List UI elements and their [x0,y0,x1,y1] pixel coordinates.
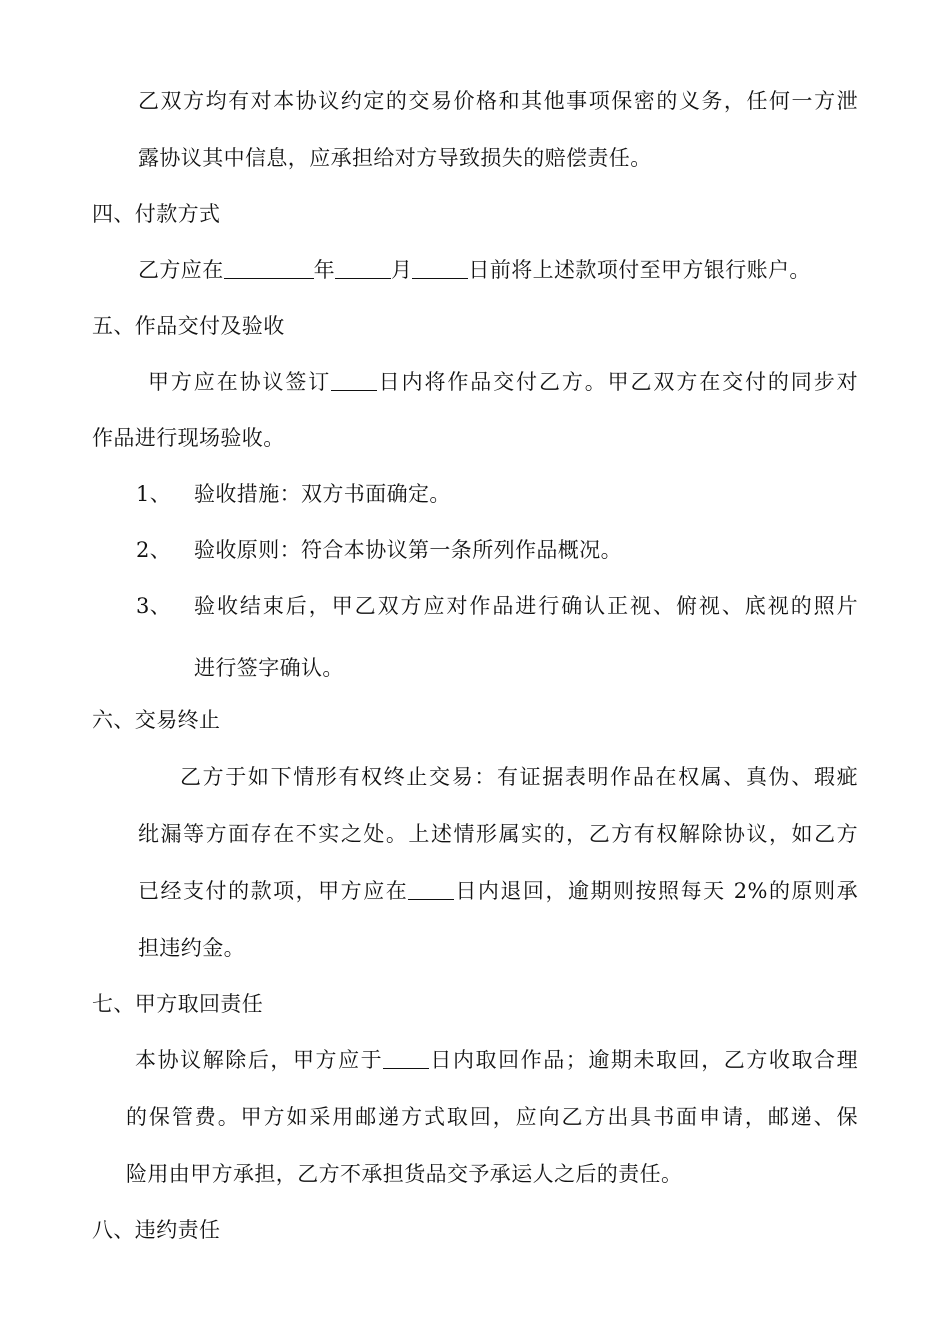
sec3-line2: 露协议其中信息，应承担给对方导致损失的赔偿责任。 [138,146,652,170]
sec7-line1 [135,1046,858,1074]
sec7-text-a: 本协议解除后，甲方应于 [135,1048,384,1072]
item-text: 验收措施：双方书面确定。 [194,482,451,506]
sec6-line4: 担违约金。 [138,936,245,960]
sec7-text-b: 日内取回作品；逾期未取回，乙方收取合理 [429,1048,858,1072]
sec5-text-a: 甲方应在协议签订 [148,370,332,394]
sec5-heading: 五、作品交付及验收 [92,314,285,338]
sec7-line2: 的保管费。甲方如采用邮递方式取回，应向乙方出具书面申请，邮递、保 [126,1105,858,1129]
sec5-text-b: 日内将作品交付乙方。甲乙双方在交付的同步对 [377,370,858,394]
acceptance-item-3-cont: 进行签字确认。 [194,656,344,680]
item-number: 3、 [136,594,172,618]
sec6-text-b: 日内退回，逾期则按照每天 2%的原则承 [454,879,858,903]
acceptance-item-3 [136,592,858,620]
blank-month [335,258,391,279]
item-number: 2、 [136,538,172,562]
sec6-text-a: 已经支付的款项，甲方应在 [138,879,409,903]
item-text: 验收结束后，甲乙双方应对作品进行确认正视、俯视、底视的照片 [194,594,858,618]
blank-year [224,258,314,279]
sec6-line3 [138,877,858,905]
sec4-heading: 四、付款方式 [92,202,221,226]
sec6-heading: 六、交易终止 [92,708,221,732]
sec5-paragraph-line2: 作品进行现场验收。 [92,426,285,450]
sec4-paragraph [138,256,811,284]
blank-day [412,258,468,279]
sec7-heading: 七、甲方取回责任 [92,992,264,1016]
sec7-line3: 险用由甲方承担，乙方不承担货品交予承运人之后的责任。 [126,1162,683,1186]
sec8-heading: 八、违约责任 [92,1218,221,1242]
sec4-text-a: 乙方应在 [138,258,224,282]
blank-retrieve-days [383,1048,429,1069]
item-text: 验收原则：符合本协议第一条所列作品概况。 [194,538,622,562]
sec4-text-b: 年 [313,258,336,282]
blank-refund-days [408,879,454,900]
sec3-line1: 乙双方均有对本协议约定的交易价格和其他事项保密的义务，任何一方泄 [138,89,858,113]
sec6-line2: 纰漏等方面存在不实之处。上述情形属实的，乙方有权解除协议，如乙方 [138,822,858,846]
sec4-text-c: 月 [391,258,413,282]
sec6-line1: 乙方于如下情形有权终止交易：有证据表明作品在权属、真伪、瑕疵 [180,765,858,789]
sec4-text-d: 日前将上述款项付至甲方银行账户。 [468,258,811,282]
item-number: 1、 [136,482,172,506]
blank-delivery-days [331,370,377,391]
sec5-paragraph-line1 [148,368,858,396]
